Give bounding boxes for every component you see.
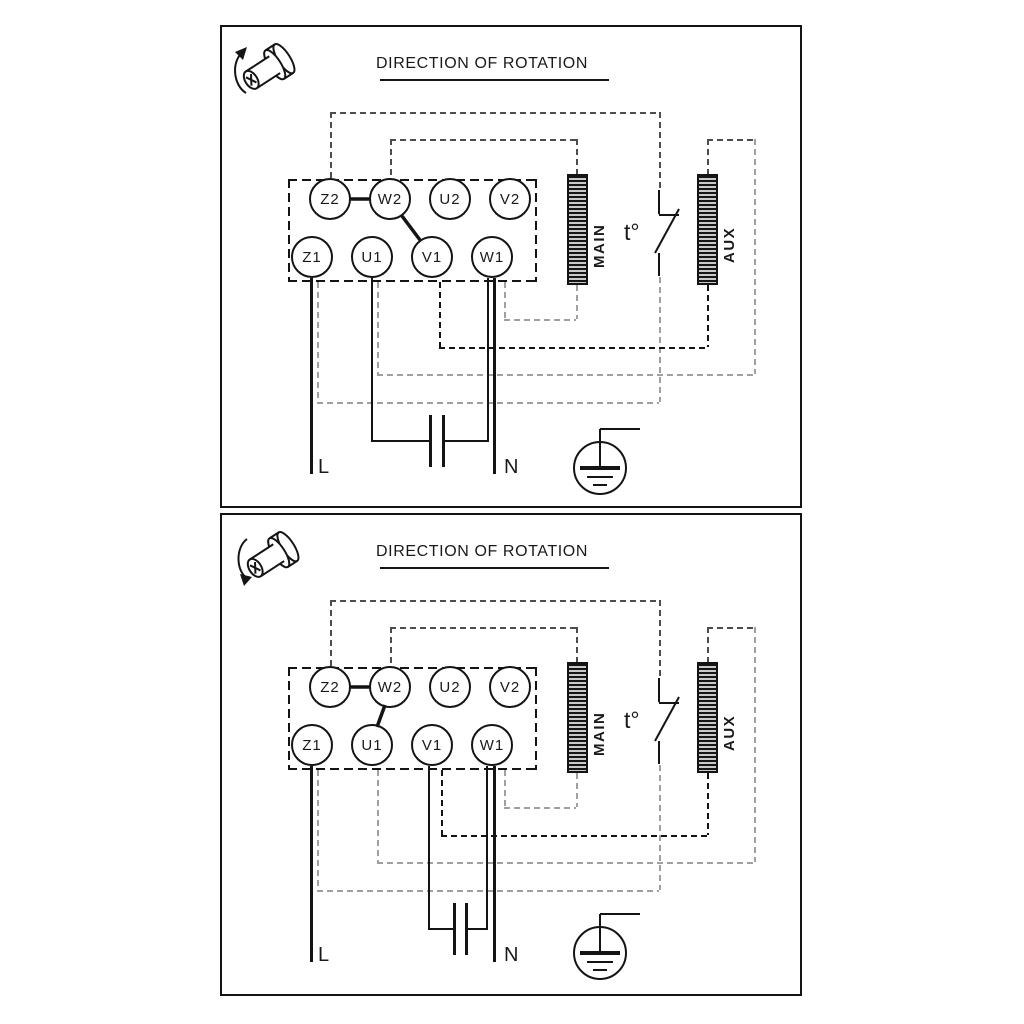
dash-w1-riser [504,282,506,319]
terminal-z2-label: Z2 [320,190,340,208]
dash-w1-riser [504,770,506,807]
main-winding-label: MAIN [591,223,608,268]
terminal-v1-label: V1 [421,248,443,266]
wiring-panel-bottom [220,513,802,996]
bridge-link-w2-v1 [402,216,420,240]
wire-w1-to-neutral [493,278,496,474]
capacitor-plate-left [429,415,432,467]
neutral-label: N [504,456,519,478]
wire-capacitor-left-lead [372,440,431,442]
dash-switch-bottom-riser [659,277,661,402]
thermal-switch-symbol [655,190,679,276]
wire-v1-to-capacitor [428,766,430,930]
line-label: L [318,944,330,966]
dash-u1-to-aux-bus [377,374,754,376]
panel-title: DIRECTION OF ROTATION [376,543,588,560]
terminal-z1-label: Z1 [302,248,322,266]
dash-main-top-riser [576,139,578,174]
terminal-z2-label: Z2 [320,678,340,696]
dash-w2-riser [390,627,392,666]
terminal-z1-label: Z1 [302,736,322,754]
wire-capacitor-right-lead [467,928,488,930]
terminal-v1-label: V1 [421,736,443,754]
terminal-v2-label: V2 [499,190,521,208]
terminal-v1 [411,236,453,278]
earth-ground-symbol [574,914,640,979]
terminal-w1-label: W1 [479,248,505,266]
wire-z1-to-line [310,278,313,474]
terminal-u2-label: U2 [439,190,461,208]
aux-winding-label: AUX [721,714,738,751]
terminal-w1-label: W1 [479,736,505,754]
main-winding-label: MAIN [591,711,608,756]
terminal-w1 [471,724,513,766]
dash-w2-riser [390,139,392,178]
dash-w1-to-main-bus [504,319,576,321]
rotation-direction-icon [238,529,302,586]
dash-w2-to-main-top [390,627,576,629]
dash-right-riser [754,139,756,374]
dash-u1-riser [377,282,379,374]
dash-right-riser [754,627,756,862]
dash-aux-top-riser [707,627,709,662]
title-underline [380,567,609,569]
terminal-u2 [429,178,471,220]
wire-w1-to-capacitor [486,766,488,930]
dash-u1-riser [377,770,379,862]
dash-v1-riser [439,282,441,347]
terminal-v2 [489,178,531,220]
terminal-u1 [351,236,393,278]
dash-aux-top-jog [707,139,754,141]
terminal-u1-label: U1 [361,248,383,266]
wire-w1-to-neutral [493,766,496,962]
dash-v1-to-aux-bus [439,347,707,349]
dash-main-bottom-riser [576,285,578,319]
title-underline [380,79,609,81]
dash-z1-riser [317,770,319,890]
capacitor-plate-left [453,903,456,955]
dash-aux-bottom-riser [707,773,709,835]
dash-v1-riser [441,770,443,835]
rotation-arrow-arc [235,52,246,93]
terminal-u2-label: U2 [439,678,461,696]
rotation-direction-icon [235,41,298,97]
aux-winding-bar [697,662,718,773]
terminal-z2 [309,666,351,708]
aux-winding-bar [697,174,718,285]
dash-z2-to-switch-top [330,112,659,114]
wire-w1-to-capacitor [487,278,489,442]
wire-capacitor-left-lead [429,928,455,930]
terminal-z1 [291,236,333,278]
terminal-w2-label: W2 [377,190,403,208]
dash-main-bottom-riser [576,773,578,807]
aux-winding-label: AUX [721,226,738,263]
terminal-v2 [489,666,531,708]
dash-z2-riser [330,112,332,178]
line-label: L [318,456,330,478]
panel-title: DIRECTION OF ROTATION [376,55,588,72]
wire-u1-to-capacitor [371,278,373,442]
terminal-block-edge-left [288,179,290,282]
dash-aux-top-riser [707,139,709,174]
main-winding-bar [567,662,588,773]
rotation-arrowhead-top [235,47,247,60]
wire-capacitor-right-lead [444,440,489,442]
terminal-z1 [291,724,333,766]
dash-switch-top-riser [659,600,661,678]
dash-switch-bottom-riser [659,765,661,890]
dash-switch-top-riser [659,112,661,190]
dash-main-top-riser [576,627,578,662]
terminal-w1 [471,236,513,278]
dash-w1-to-main-bus [504,807,576,809]
main-winding-bar [567,174,588,285]
bridge-link-w2-u1 [377,705,385,727]
terminal-block-edge-left [288,667,290,770]
dash-z1-to-switch-bus [317,890,659,892]
thermal-switch-label: t° [624,219,640,245]
terminal-w2 [369,178,411,220]
dash-aux-top-jog [707,627,754,629]
terminal-block-edge-bottom [288,768,537,770]
rotation-arrowhead-bottom [240,574,252,586]
terminal-u2 [429,666,471,708]
dash-z2-to-switch-top [330,600,659,602]
dash-aux-bottom-riser [707,285,709,347]
terminal-block-edge-bottom [288,280,537,282]
thermal-switch-label: t° [624,707,640,733]
dash-w2-to-main-top [390,139,576,141]
terminal-w2 [369,666,411,708]
wiring-panel-top [220,25,802,508]
terminal-block-edge-right [535,667,537,770]
dash-z1-riser [317,282,319,402]
terminal-w2-label: W2 [377,678,403,696]
thermal-switch-symbol [655,678,679,764]
terminal-u1-label: U1 [361,736,383,754]
terminal-z2 [309,178,351,220]
earth-ground-symbol [574,429,640,494]
rotation-arrow-arc [238,539,248,579]
dash-v1-to-aux-bus [441,835,707,837]
terminal-v1 [411,724,453,766]
neutral-label: N [504,944,519,966]
terminal-v2-label: V2 [499,678,521,696]
wire-z1-to-line [310,766,313,962]
terminal-u1 [351,724,393,766]
terminal-block-edge-right [535,179,537,282]
dash-z2-riser [330,600,332,666]
dash-u1-to-aux-bus [377,862,754,864]
